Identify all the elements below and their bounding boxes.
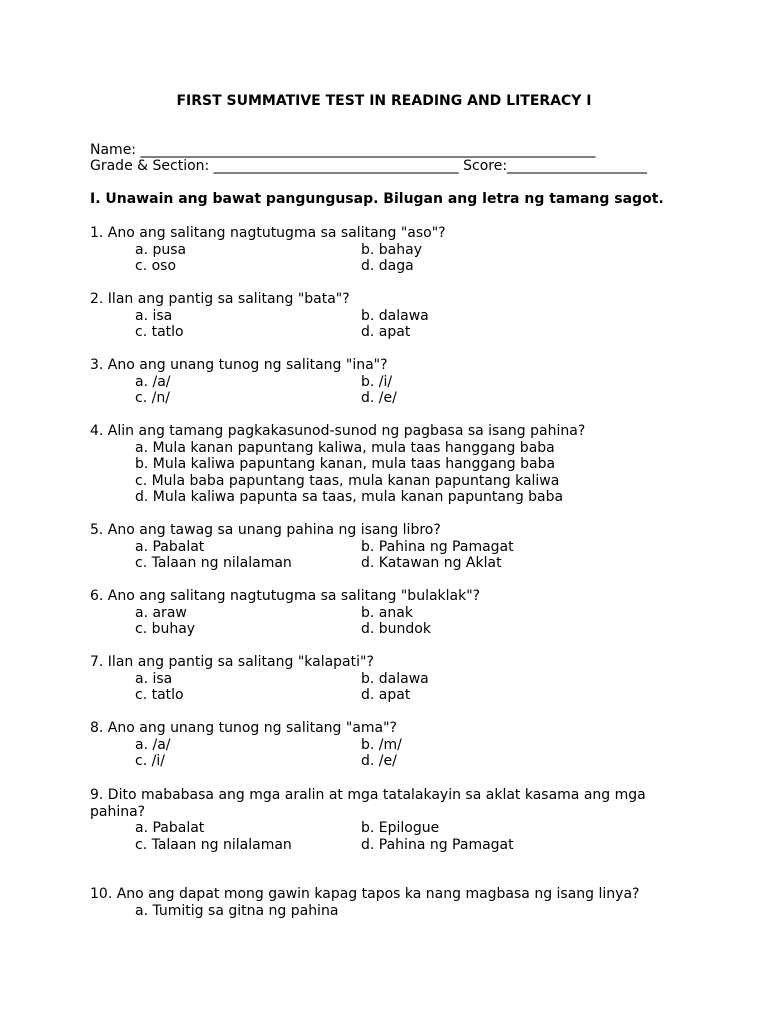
choice-c: c. Talaan ng nilalaman — [135, 836, 292, 853]
choice-c: c. /i/ — [135, 753, 165, 769]
choices — [135, 820, 650, 853]
choice-c: c. tatlo — [135, 687, 184, 703]
choice-d: d. apat — [361, 324, 411, 340]
question-text: 2. Ilan ang pantig sa salitang "bata"? — [90, 291, 350, 307]
choice-a: a. Mula kanan papuntang kaliwa, mula taas hanggang baba — [135, 439, 555, 456]
choice-a: a. araw — [135, 604, 187, 621]
choice-c: c. buhay — [135, 621, 196, 637]
question-8 — [90, 720, 690, 770]
choice-c: c. tatlo — [135, 324, 184, 340]
choice-d: d. bundok — [361, 621, 431, 637]
choice-d: d. Pahina ng Pamagat — [361, 836, 514, 853]
choice-b: b. /m/ — [361, 736, 402, 753]
choice-c: c. /n/ — [135, 390, 170, 406]
choice-a: a. /a/ — [135, 736, 171, 753]
choices — [135, 440, 690, 506]
choice-d: d. /e/ — [361, 390, 397, 406]
question-text: 3. Ano ang unang tunog ng salitang "ina"? — [90, 357, 388, 373]
choice-b: b. Mula kaliwa papuntang kanan, mula taas hanggang baba — [135, 456, 556, 472]
choices — [135, 671, 690, 704]
question-text: 6. Ano ang salitang nagtutugma sa salitang "bulaklak"? — [90, 588, 481, 604]
choice-a: a. Tumitig sa gitna ng pahina — [135, 902, 339, 919]
choice-b: b. dalawa — [361, 670, 429, 687]
question-text: 7. Ilan ang pantig sa salitang "kalapati"? — [90, 654, 374, 670]
question-6 — [90, 588, 690, 638]
choice-b: b. Epilogue — [361, 820, 440, 836]
question-2 — [90, 291, 690, 341]
choice-b: b. bahay — [361, 241, 422, 258]
question-text: 10. Ano ang dapat mong gawin kapag tapos ka nang magbasa ng isang linya? — [90, 886, 640, 902]
choice-d: d. Katawan ng Aklat — [361, 555, 502, 571]
choice-d: d. /e/ — [361, 753, 397, 769]
question-4 — [90, 423, 690, 506]
choices — [135, 737, 690, 770]
question-5 — [90, 522, 690, 572]
choices — [135, 374, 690, 407]
choice-a: a. Pabalat — [135, 820, 205, 836]
question-text: 9. Dito mababasa ang mga aralin at mga tatalakayin sa aklat kasama ang mga pahina? — [90, 787, 646, 820]
choices — [135, 242, 690, 275]
choices — [135, 605, 690, 638]
choices — [135, 903, 690, 920]
choice-a: a. Pabalat — [135, 538, 205, 555]
choice-b: b. Pahina ng Pamagat — [361, 538, 514, 555]
question-3 — [90, 357, 690, 407]
choice-a: a. pusa — [135, 241, 187, 258]
question-text: 1. Ano ang salitang nagtutugma sa salitang "aso"? — [90, 225, 446, 241]
choice-c: c. Mula baba papuntang taas, mula kanan papuntang kaliwa — [135, 472, 560, 489]
choice-a: a. isa — [135, 670, 173, 687]
choice-a: a. isa — [135, 307, 173, 324]
question-10 — [90, 886, 690, 919]
choice-a: a. /a/ — [135, 373, 171, 390]
choice-c: c. oso — [135, 258, 177, 274]
choice-b: b. dalawa — [361, 307, 429, 324]
question-text: 4. Alin ang tamang pagkakasunod-sunod ng pagbasa sa isang pahina? — [90, 423, 586, 439]
choice-d: d. daga — [361, 258, 414, 274]
choices — [135, 539, 690, 572]
question-7 — [90, 654, 690, 704]
choice-b: b. anak — [361, 604, 413, 621]
grade-score-field: Grade & Section: ___________________________________ Score:____________________ — [90, 158, 648, 174]
question-text: 5. Ano ang tawag sa unang pahina ng isang libro? — [90, 522, 441, 538]
question-text: 8. Ano ang unang tunog ng salitang "ama"? — [90, 720, 397, 736]
choice-c: c. Talaan ng nilalaman — [135, 555, 292, 571]
choice-d: d. apat — [361, 687, 411, 703]
section-instruction: I. Unawain ang bawat pangungusap. Bilugan ang letra ng tamang sagot. — [90, 191, 664, 207]
choice-b: b. /i/ — [361, 373, 393, 390]
test-title: FIRST SUMMATIVE TEST IN READING AND LITERACY I — [176, 93, 592, 109]
choices — [135, 308, 690, 341]
question-1 — [90, 225, 690, 275]
question-9 — [90, 787, 650, 853]
choice-d: d. Mula kaliwa papunta sa taas, mula kanan papuntang baba — [135, 489, 564, 505]
name-field: Name: _________________________________________________________________ — [90, 142, 596, 158]
